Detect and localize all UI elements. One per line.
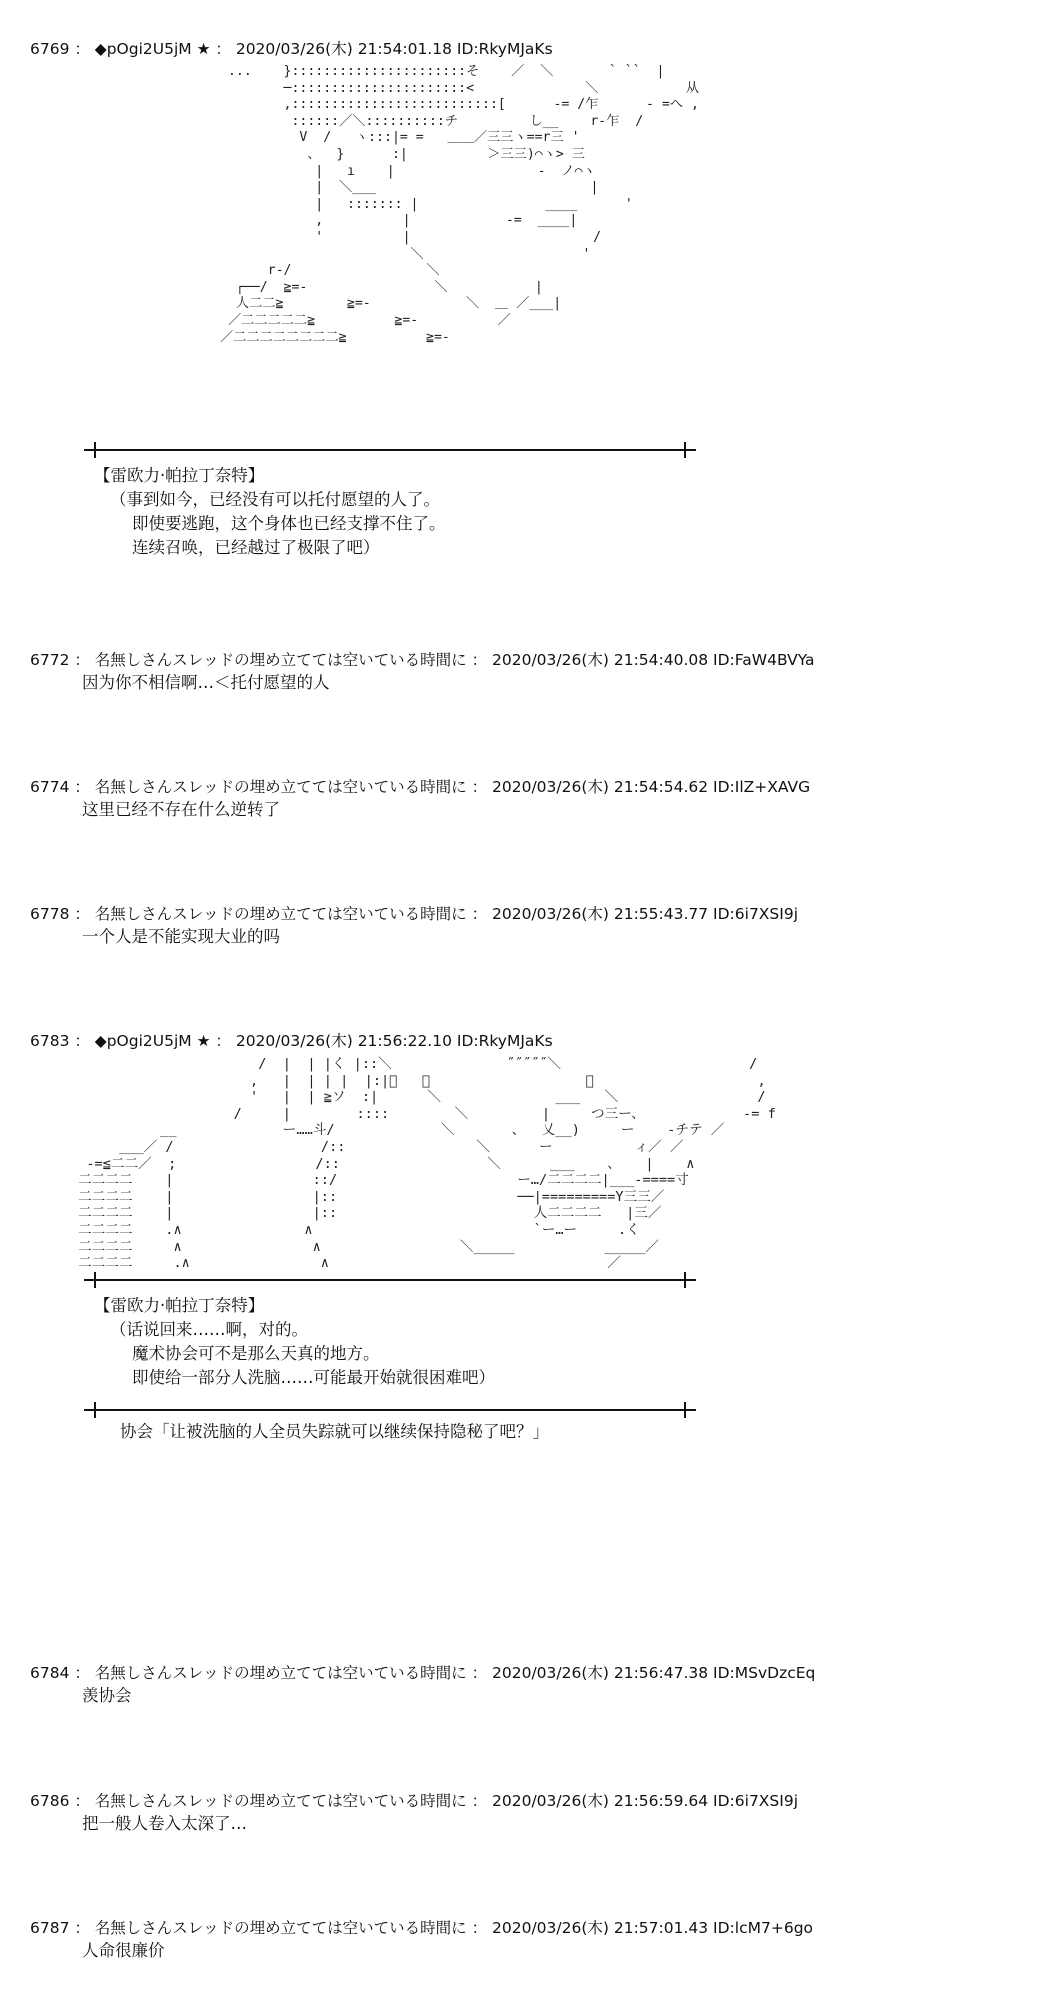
ascii-art: / | | |く |::＼ ˝˝˝˝˝＼ / , | | | | |:|ﾞ ＼ ＼ , ' | | ≧ソ :| ＼ ___ ＼ / / | :::: ＼ | つ三ー、 -= f __ ー……斗/ ＼ 、 乂__) ー -チテ ／ ___／ / /:: ＼ ー ィ／ ／ -=≦二二／ ; /:: ＼ ___ 、 | ∧ 二二二二 | ::/ ー…/二二二二|___-====寸 二二二二 | |:: ──|=========Y三三／ 二二二二 | |:: 人二二二二 |三／ 二二二二 .∧ ∧ `ー…ー .く 二二二二 ∧ ∧ ＼_____ _____／ 二二二二 .∧ ∧ ／ — [78, 1056, 776, 1272]
post-header: 6783 ： ◆pOgi2U5jM ★ ： 2020/03/26(木) 21:56:22.10 ID:RkyMJaKs — [30, 1032, 553, 1050]
post-body: 这里已经不存在什么逆转了 — [82, 800, 280, 819]
speech-line: 魔术协会可不是那么天真的地方。 — [132, 1344, 380, 1363]
post-header: 6778 ： 名無しさんスレッドの埋め立てては空いている時間に ： 2020/03/26(木) 21:55:43.77 ID:6i7XSI9j — [30, 905, 799, 923]
separator-rule — [84, 1402, 696, 1418]
speech-line: 即使给一部分人洗脑……可能最开始就很困难吧） — [132, 1368, 495, 1387]
post-header: 6786 ： 名無しさんスレッドの埋め立てては空いている時間に ： 2020/03/26(木) 21:56:59.64 ID:6i7XSI9j — [30, 1792, 799, 1810]
post-header: 6774 ： 名無しさんスレッドの埋め立てては空いている時間に ： 2020/03/26(木) 21:54:54.62 ID:IlZ+XAVG — [30, 778, 811, 796]
post-body: 人命很廉价 — [82, 1941, 165, 1960]
post-header: 6769 ： ◆pOgi2U5jM ★ ： 2020/03/26(木) 21:54:01.18 ID:RkyMJaKs — [30, 40, 553, 58]
post-6786 — [30, 1790, 1020, 1836]
separator-rule — [84, 442, 696, 458]
post-header: 6772 ： 名無しさんスレッドの埋め立てては空いている時間に ： 2020/03/26(木) 21:54:40.08 ID:FaW4BVYa — [30, 651, 815, 669]
post-6778 — [30, 903, 1020, 949]
speaker-name: 【雷欧力·帕拉丁奈特】 — [94, 466, 265, 485]
separator-rule — [84, 1272, 696, 1288]
speech-line: 连续召唤，已经越过了极限了吧） — [132, 538, 380, 557]
post-6783 — [30, 1030, 1020, 1444]
ascii-art: ... }::::::::::::::::::::::そ ／ ＼ ` `` | ─::::::::::::::::::::::< ＼ 从 ,::::::::::::::::::::::::::[ -= /乍 - =へ , ::::::／＼::::::::::チ し__ r-乍 / V / ヽ:::|= = ＿＿／三三ヽ==r三 ' 、 } :| ＞三三)⌒ヽ> 三 | ı | - ノ⌒ヽ | ＼___ | | ::::::: | ____ ' , | -= ____| ' | / ＼ ' r-/ ＼ ┌──/ ≧=- ＼ | 人二二≧ ≧=- ＼ ＿ ／___| ／二二二二二≧ ≧=- ／ ／二二二二二二二二≧ ≧=- — [220, 64, 699, 345]
post-body: 协会「让被洗脑的人全员失踪就可以继续保持隐秘了吧？」 — [120, 1422, 549, 1441]
speech-line: （事到如今，已经没有可以托付愿望的人了。 — [110, 490, 440, 509]
post-6787 — [30, 1917, 1020, 1963]
post-6772 — [30, 649, 1020, 695]
post-header: 6784 ： 名無しさんスレッドの埋め立てては空いている時間に ： 2020/03/26(木) 21:56:47.38 ID:MSvDzcEq — [30, 1664, 816, 1682]
post-6784 — [30, 1662, 1020, 1708]
speech-line: 即使要逃跑，这个身体也已经支撑不住了。 — [132, 514, 446, 533]
speech-line: （话说回来……啊，对的。 — [110, 1320, 308, 1339]
post-6774 — [30, 776, 1020, 822]
speaker-name: 【雷欧力·帕拉丁奈特】 — [94, 1296, 265, 1315]
post-body: 一个人是不能实现大业的吗 — [82, 927, 280, 946]
post-header: 6787 ： 名無しさんスレッドの埋め立てては空いている時間に ： 2020/03/26(木) 21:57:01.43 ID:lcM7+6go — [30, 1919, 814, 1937]
post-6769 — [30, 38, 1020, 560]
post-body: 因为你不相信啊…＜托付愿望的人 — [82, 673, 330, 692]
post-body: 把一般人卷入太深了… — [82, 1814, 247, 1833]
post-body: 羡协会 — [82, 1686, 132, 1705]
